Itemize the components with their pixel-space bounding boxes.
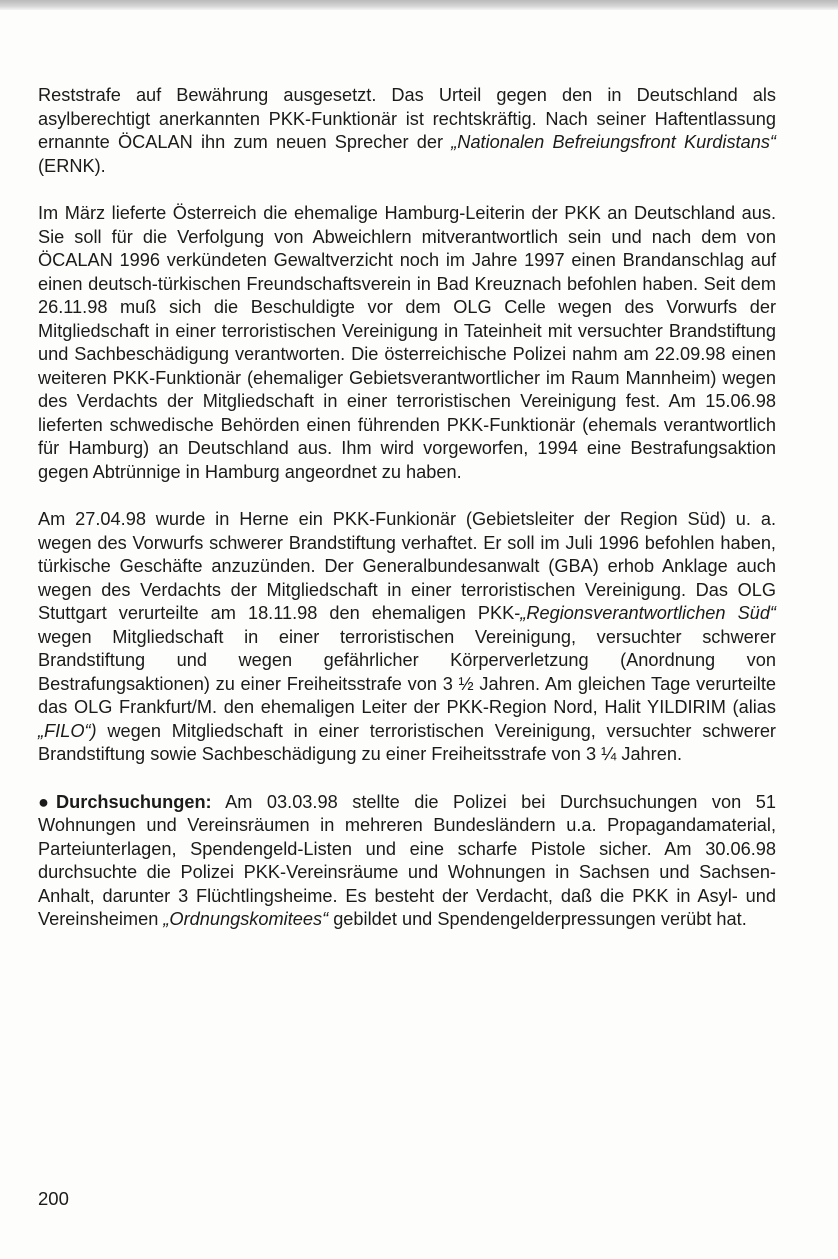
page-top-edge bbox=[0, 0, 838, 10]
paragraph-austria-extradition bbox=[38, 202, 776, 484]
page-body bbox=[38, 84, 776, 932]
section-heading-durchsuchungen: Durchsuchungen: bbox=[56, 791, 212, 812]
text-segment-italic: „Regionsverantwortlichen Süd“ bbox=[520, 603, 776, 623]
text-segment-italic: „Nationalen Befreiungsfront Kurdistans“ bbox=[451, 132, 776, 152]
paragraph-ernk bbox=[38, 84, 776, 178]
text-segment: wegen Mitgliedschaft in einer terroristischen Vereinigung, versuchter schwerer Brandstiftung und wegen gefährlicher Körperverletzung (Anordnung von Bestrafungsaktionen) zu einer Freiheitsstrafe von 3 ½ Jahren. Am gleichen Tage verurteilte das OLG Frankfurt/M. den ehemaligen Leiter der PKK-Region Nord, Halit YILDIRIM (alias bbox=[38, 626, 776, 717]
page-number: 200 bbox=[38, 1188, 69, 1209]
bullet-icon: ● bbox=[38, 791, 49, 812]
text-segment: wegen Mitgliedschaft in einer terroristischen Vereinigung, versuchter schwerer Brandstiftung sowie Sachbeschädigung zu einer Freiheitsstrafe von 3 ¼ Jahren. bbox=[38, 720, 776, 764]
text-segment: Reststrafe auf Bewährung ausgesetzt. Das Urteil gegen den in Deutschland als asylberechtigt anerkannten PKK-Funktionär ist rechtskräftig. Nach seiner Haftentlassung ernannte ÖCALAN ihn zum neuen Sprecher der bbox=[38, 85, 776, 152]
paragraph-herne-arrest bbox=[38, 508, 776, 767]
text-segment-italic: „Ordnungskomitees“ bbox=[163, 909, 329, 929]
text-segment: Im März lieferte Österreich die ehemalige Hamburg-Leiterin der PKK an Deutschland aus. Sie soll für die Verfolgung von Abweichlern mitverantwortlich sein und nach dem von ÖCALAN 1996 verkündeten Gewaltverzicht noch im Jahre 1997 einen Brandanschlag auf einen deutsch-türkischen Freundschaftsverein in Bad Kreuznach befohlen haben. Seit dem 26.11.98 muß sich die Beschuldigte vor dem OLG Celle wegen des Vorwurfs der Mitgliedschaft in einer terroristischen Vereinigung in Tateinheit mit versuchter Brandstiftung und Sachbeschädigung verantworten. Die österreichische Polizei nahm am 22.09.98 einen weiteren PKK-Funktionär (ehemaliger Gebietsverantwortlicher im Raum Mannheim) wegen des Verdachts der Mitgliedschaft in einer terroristischen Vereinigung fest. Am 15.06.98 lieferten schwedische Behörden einen führenden PKK-Funktionär (ehemals verantwortlich für Hamburg) an Deutschland aus. Ihm wird vorgeworfen, 1994 eine Bestrafungsaktion gegen Abtrünnige in Hamburg angeordnet zu haben. bbox=[38, 203, 776, 482]
text-segment-italic: „FILO“) bbox=[38, 720, 97, 741]
text-segment: Am 27.04.98 wurde in Herne ein PKK-Funkionär (Gebietsleiter der Region Süd) u. a. wegen des Vorwurfs schwerer Brandstiftung verhaftet. Er soll im Juli 1996 befohlen haben, türkische Geschäfte anzuzünden. Der Generalbundesanwalt (GBA) erhob Anklage auch wegen des Verdachts der Mitgliedschaft in einer terroristischen Vereinigung. Das OLG Stuttgart verurteilte am 18.11.98 den ehemaligen PKK- bbox=[38, 509, 776, 623]
paragraph-durchsuchungen bbox=[38, 791, 776, 932]
text-segment: Am 03.03.98 stellte die Polizei bei Durchsuchungen von 51 Wohnungen und Vereinsräumen in mehreren Bundesländern u.a. Propagandamaterial, Parteiunterlagen, Spendengeld-Listen und eine scharfe Pistole sicher. Am 30.06.98 durchsuchte die Polizei PKK-Vereinsräume und Wohnungen in Sachsen und Sachsen-Anhalt, darunter 3 Flüchtlingsheime. Es besteht der Verdacht, daß die PKK in Asyl- und Vereinsheimen bbox=[38, 791, 776, 929]
text-segment: (ERNK). bbox=[38, 155, 106, 176]
text-segment: gebildet und Spendengelderpressungen verübt hat. bbox=[328, 909, 747, 929]
